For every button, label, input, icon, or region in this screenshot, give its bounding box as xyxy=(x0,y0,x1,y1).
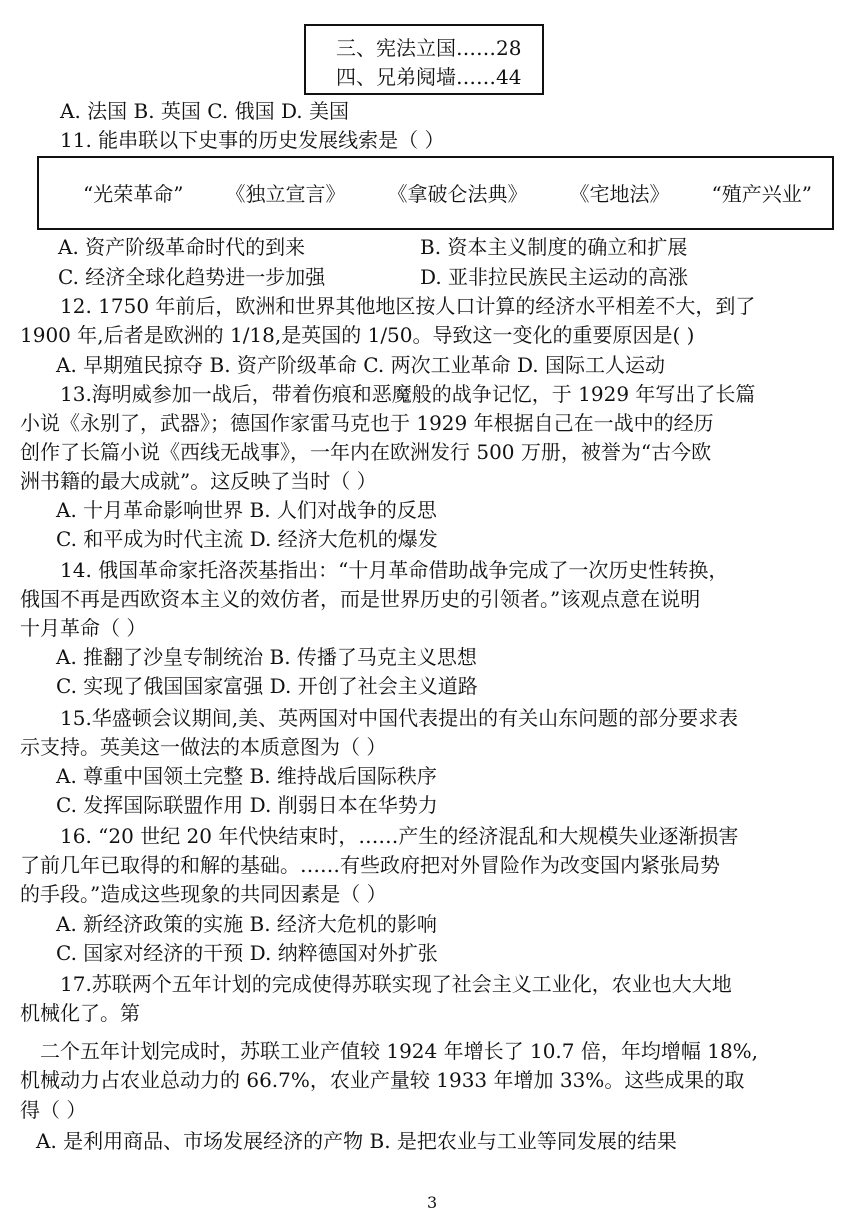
q11-option-b: B. 资本主义制度的确立和扩展 xyxy=(420,235,688,259)
q11-item-shokusan-kogyo: “殖产兴业” xyxy=(711,182,812,206)
q12-line-1: 12. 1750 年前后，欧洲和世界其他地区按人口计算的经济水平相差不大，到了 xyxy=(60,294,756,318)
q12-line-2: 1900 年,后者是欧洲的 1/18,是英国的 1/50。导致这一变化的重要原因是( ) xyxy=(20,323,695,347)
q14-line-3: 十月革命（ ） xyxy=(20,616,147,640)
toc-line-1: 三、宪法立国……28 xyxy=(336,36,522,60)
q13-line-2: 小说《永别了，武器》；德国作家雷马克也于 1929 年根据自己在一战中的经历 xyxy=(20,411,714,435)
q14-options-ab: A. 推翻了沙皇专制统治 B. 传播了马克主义思想 xyxy=(56,645,477,669)
q11-option-c: C. 经济全球化趋势进一步加强 xyxy=(58,265,326,289)
q13-options-cd: C. 和平成为时代主流 D. 经济大危机的爆发 xyxy=(56,527,438,551)
q11-item-homestead-act: 《宅地法》 xyxy=(569,182,670,206)
q17-line-3: 二个五年计划完成时，苏联工业产值较 1924 年增长了 10.7 倍，年均增幅 18%, xyxy=(40,1039,759,1063)
q13-options-ab: A. 十月革命影响世界 B. 人们对战争的反思 xyxy=(56,498,437,522)
toc-line-2: 四、兄弟阋墙……44 xyxy=(336,65,522,89)
q11-quote-box xyxy=(37,156,834,230)
page-number: 3 xyxy=(427,1193,438,1212)
q17-line-4: 机械动力占农业总动力的 66.7%，农业产量较 1933 年增加 33%。这些成果的取 xyxy=(20,1068,745,1092)
q13-line-3: 创作了长篇小说《西线无战事》，一年内在欧洲发行 500 万册，被誉为“古今欧 xyxy=(20,440,712,464)
q12-options: A. 早期殖民掠夺 B. 资产阶级革命 C. 两次工业革命 D. 国际工人运动 xyxy=(56,353,665,377)
q17-line-2: 机械化了。第 xyxy=(20,1001,140,1025)
q11-stem: 11. 能串联以下史事的历史发展线索是（ ） xyxy=(60,128,445,152)
q14-line-1: 14. 俄国革命家托洛茨基指出：“十月革命借助战争完成了一次历史性转换， xyxy=(60,558,729,582)
q16-options-ab: A. 新经济政策的实施 B. 经济大危机的影响 xyxy=(56,912,437,936)
q16-line-3: 的手段。”造成这些现象的共同因素是（ ） xyxy=(20,882,387,906)
q11-item-declaration: 《独立宣言》 xyxy=(225,182,346,206)
q17-line-1: 17.苏联两个五年计划的完成使得苏联实现了社会主义工业化，农业也大大地 xyxy=(60,972,732,996)
q11-item-glorious-revolution: “光荣革命” xyxy=(83,182,184,206)
q15-line-1: 15.华盛顿会议期间,美、英两国对中国代表提出的有关山东问题的部分要求表 xyxy=(60,706,739,730)
q16-line-2: 了前几年已取得的和解的基础。……有些政府把对外冒险作为改变国内紧张局势 xyxy=(20,853,720,877)
q11-item-napoleonic-code: 《拿破仑法典》 xyxy=(387,182,528,206)
q16-line-1: 16. “20 世纪 20 年代快结束时，……产生的经济混乱和大规模失业逐渐损害 xyxy=(60,824,739,848)
q17-options-ab: A. 是利用商品、市场发展经济的产物 B. 是把农业与工业等同发展的结果 xyxy=(36,1129,677,1153)
q13-line-4: 洲书籍的最大成就”。这反映了当时（ ） xyxy=(20,469,377,493)
q14-line-2: 俄国不再是西欧资本主义的效仿者，而是世界历史的引领者。”该观点意在说明 xyxy=(20,587,701,611)
q16-options-cd: C. 国家对经济的干预 D. 纳粹德国对外扩张 xyxy=(56,941,438,965)
q17-line-5: 得（ ） xyxy=(20,1098,87,1122)
q11-option-a: A. 资产阶级革命时代的到来 xyxy=(58,235,306,259)
q15-options-ab: A. 尊重中国领土完整 B. 维持战后国际秩序 xyxy=(56,764,437,788)
q15-options-cd: C. 发挥国际联盟作用 D. 削弱日本在华势力 xyxy=(56,793,438,817)
q13-line-1: 13.海明威参加一战后，带着伤痕和恶魔般的战争记忆，于 1929 年写出了长篇 xyxy=(60,382,756,406)
q14-options-cd: C. 实现了俄国国家富强 D. 开创了社会主义道路 xyxy=(56,674,478,698)
q10-options: A. 法国 B. 英国 C. 俄国 D. 美国 xyxy=(60,99,349,123)
q15-line-2: 示支持。英美这一做法的本质意图为（ ） xyxy=(20,735,387,759)
q11-option-d: D. 亚非拉民族民主运动的高涨 xyxy=(420,265,689,289)
toc-box xyxy=(304,24,544,95)
